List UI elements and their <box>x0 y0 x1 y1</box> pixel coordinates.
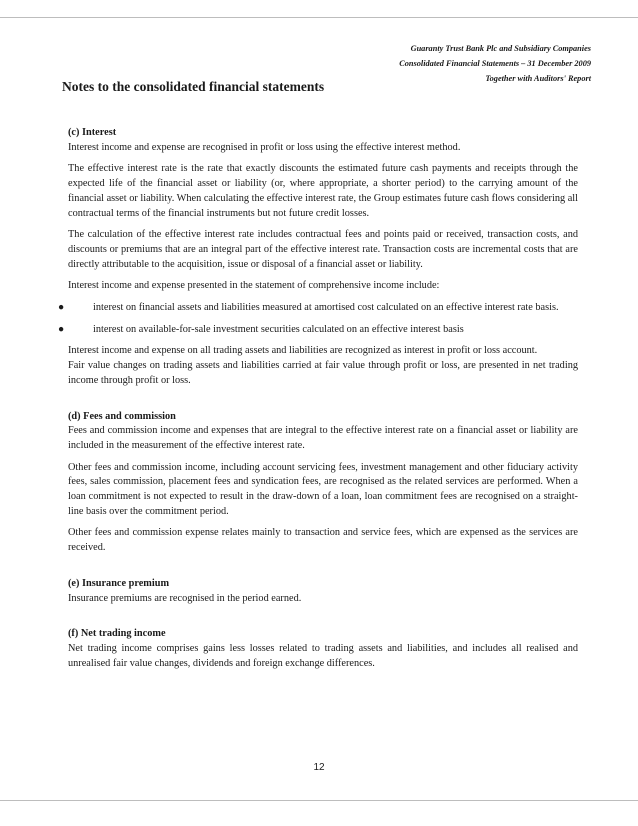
list-item-text: interest on financial assets and liabilities measured at amortised cost calculated on an effective interest rate basis. <box>93 302 559 314</box>
section-heading-fees: (d) Fees and commission <box>68 410 176 422</box>
section-heading-trading: (f) Net trading income <box>68 628 166 640</box>
paragraph: Fair value changes on trading assets and liabilities carried at fair value through profit or loss, are presented in net trading income through profit or loss. <box>68 360 578 386</box>
paragraph: Interest income and expense are recognised in profit or loss using the effective interest method. <box>68 141 461 153</box>
document-header <box>399 41 591 86</box>
header-statement: Consolidated Financial Statements – 31 December 2009 <box>399 59 591 68</box>
bullet-icon: ● <box>58 302 65 314</box>
paragraph: Net trading income comprises gains less losses related to trading assets and liabilities, and includes all realised and unrealised fair value changes, dividends and foreign exchange differences. <box>68 642 578 669</box>
paragraph: Other fees and commission income, including account servicing fees, investment management and other fiduciary activity fees, sales commission, placement fees and syndication fees, are recognised as the related services are performed. When a loan commitment is not expected to result in the draw-down of a loan, loan commitment fees are recognised on a straight-line basis over the commitment period. <box>68 461 578 517</box>
top-rule <box>0 17 638 18</box>
page-title: Notes to the consolidated financial statements <box>62 79 325 94</box>
paragraph: Other fees and commission expense relates mainly to transaction and service fees, which are expensed as the services are received. <box>68 527 578 554</box>
list-item <box>58 323 578 338</box>
header-report: Together with Auditors' Report <box>485 74 591 83</box>
header-company: Guaranty Trust Bank Plc and Subsidiary Companies <box>410 44 591 53</box>
bullet-icon: ● <box>58 323 65 335</box>
list-item-text: interest on available-for-sale investment securities calculated on an effective interest basis <box>93 323 464 335</box>
paragraph: The effective interest rate is the rate that exactly discounts the estimated future cash payments and receipts through the expected life of the financial asset or liability (or, where appropriate, a shorter period) to the carrying amount of the financial asset or liability. When calculating the effective interest rate, the Group estimates future cash flows considering all contractual terms of the financial instruments but not future credit losses. <box>68 163 578 219</box>
paragraph: The calculation of the effective interest rate includes contractual fees and points paid or received, transaction costs, and discounts or premiums that are an integral part of the effective interest rate. Transaction costs are incremental costs that are directly attributable to the acquisition, issue or disposal of a financial asset or liability. <box>68 229 578 270</box>
section-heading-insurance: (e) Insurance premium <box>68 577 170 589</box>
paragraph: Insurance premiums are recognised in the period earned. <box>68 592 302 604</box>
bottom-rule <box>0 800 638 801</box>
notes-content <box>58 126 578 692</box>
section-fees <box>68 410 578 556</box>
section-insurance <box>68 577 578 606</box>
section-heading-interest: (c) Interest <box>68 127 117 138</box>
paragraph: Interest income and expense presented in the statement of comprehensive income include: <box>68 280 440 292</box>
list-item <box>58 301 578 316</box>
section-trading <box>68 627 578 671</box>
paragraph: Interest income and expense on all trading assets and liabilities are recognized as interest in profit or loss account. <box>68 345 538 357</box>
page-number: 12 <box>313 762 325 773</box>
section-interest <box>58 126 578 389</box>
paragraph: Fees and commission income and expenses that are integral to the effective interest rate on a financial asset or liability are included in the measurement of the effective interest rate. <box>68 425 578 451</box>
